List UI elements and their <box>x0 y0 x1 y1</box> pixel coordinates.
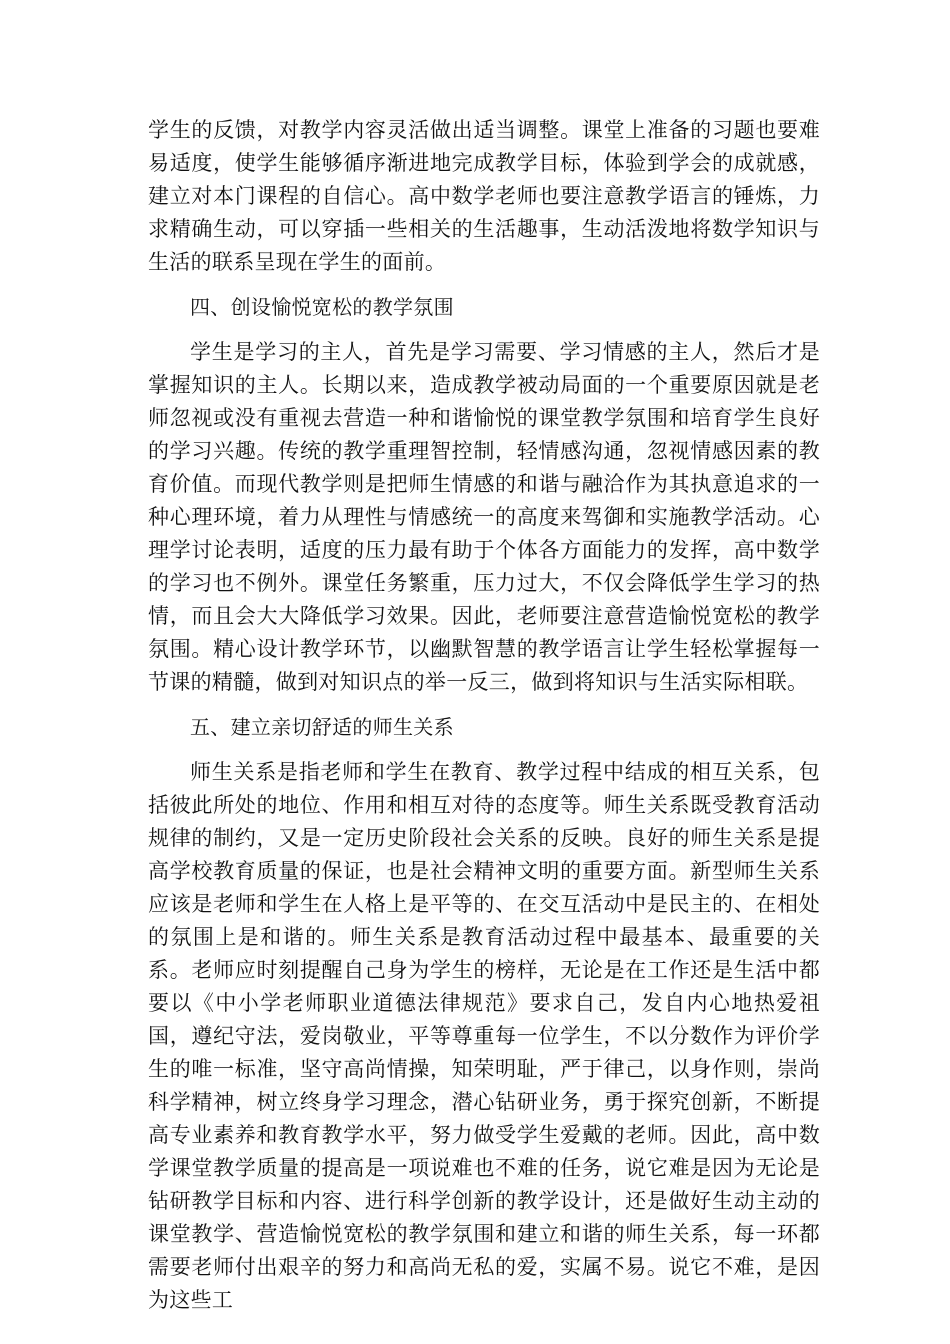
section-heading-5: 五、建立亲切舒适的师生关系 <box>190 715 454 739</box>
paragraph-section-5: 师生关系是指老师和学生在教育、教学过程中结成的相互关系，包括彼此所处的地位、作用和相互对待的态度等。师生关系既受教育活动规律的制约，又是一定历史阶段社会关系的反映。良好的师生关系是提高学校教育质量的保证，也是社会精神文明的重要方面。新型师生关系应该是老师和学生在人格上是平等的、在交互活动中是民主的、在相处的氛围上是和谐的。师生关系是教育活动过程中最基本、最重要的关系。老师应时刻提醒自己身为学生的榜样，无论是在工作还是生活中都要以《中小学老师职业道德法律规范》要求自己，发自内心地热爱祖国，遵纪守法，爱岗敬业，平等尊重每一位学生，不以分数作为评价学生的唯一标准，坚守高尚情操，知荣明耻，严于律己，以身作则，崇尚科学精神，树立终身学习理念，潜心钻研业务，勇于探究创新，不断提高专业素养和教育教学水平，努力做受学生爱戴的老师。因此，高中数学课堂教学质量的提高是一项说难也不难的任务，说它难是因为无论是钻研教学目标和内容、进行科学创新的教学设计，还是做好生动主动的课堂教学、营造愉悦宽松的教学氛围和建立和谐的师生关系，每一环都需要老师付出艰辛的努力和高尚无私的爱，实属不易。说它不难，是因为这些工 <box>148 760 820 1312</box>
paragraph-section-4: 学生是学习的主人，首先是学习需要、学习情感的主人，然后才是掌握知识的主人。长期以来，造成教学被动局面的一个重要原因就是老师忽视或没有重视去营造一种和谐愉悦的课堂教学氛围和培育学生良好的学习兴趣。传统的教学重理智控制，轻情感沟通，忽视情感因素的教育价值。而现代教学则是把师生情感的和谐与融洽作为其执意追求的一种心理环境，着力从理性与情感统一的高度来驾御和实施教学活动。心理学讨论表明，适度的压力最有助于个体各方面能力的发挥，高中数学的学习也不例外。课堂任务繁重，压力过大，不仅会降低学生学习的热情，而且会大大降低学习效果。因此，老师要注意营造愉悦宽松的教学氛围。精心设计教学环节，以幽默智慧的教学语言让学生轻松掌握每一节课的精髓，做到对知识点的举一反三，做到将知识与生活实际相联。 <box>148 340 820 694</box>
section-heading-4: 四、创设愉悦宽松的教学氛围 <box>190 295 454 319</box>
document-body <box>148 114 820 1329</box>
paragraph-continued: 学生的反馈，对教学内容灵活做出适当调整。课堂上准备的习题也要难易适度，使学生能够循序渐进地完成教学目标，体验到学会的成就感，建立对本门课程的自信心。高中数学老师也要注意教学语言的锤炼，力求精确生动，可以穿插一些相关的生活趣事，生动活泼地将数学知识与生活的联系呈现在学生的面前。 <box>148 118 820 274</box>
